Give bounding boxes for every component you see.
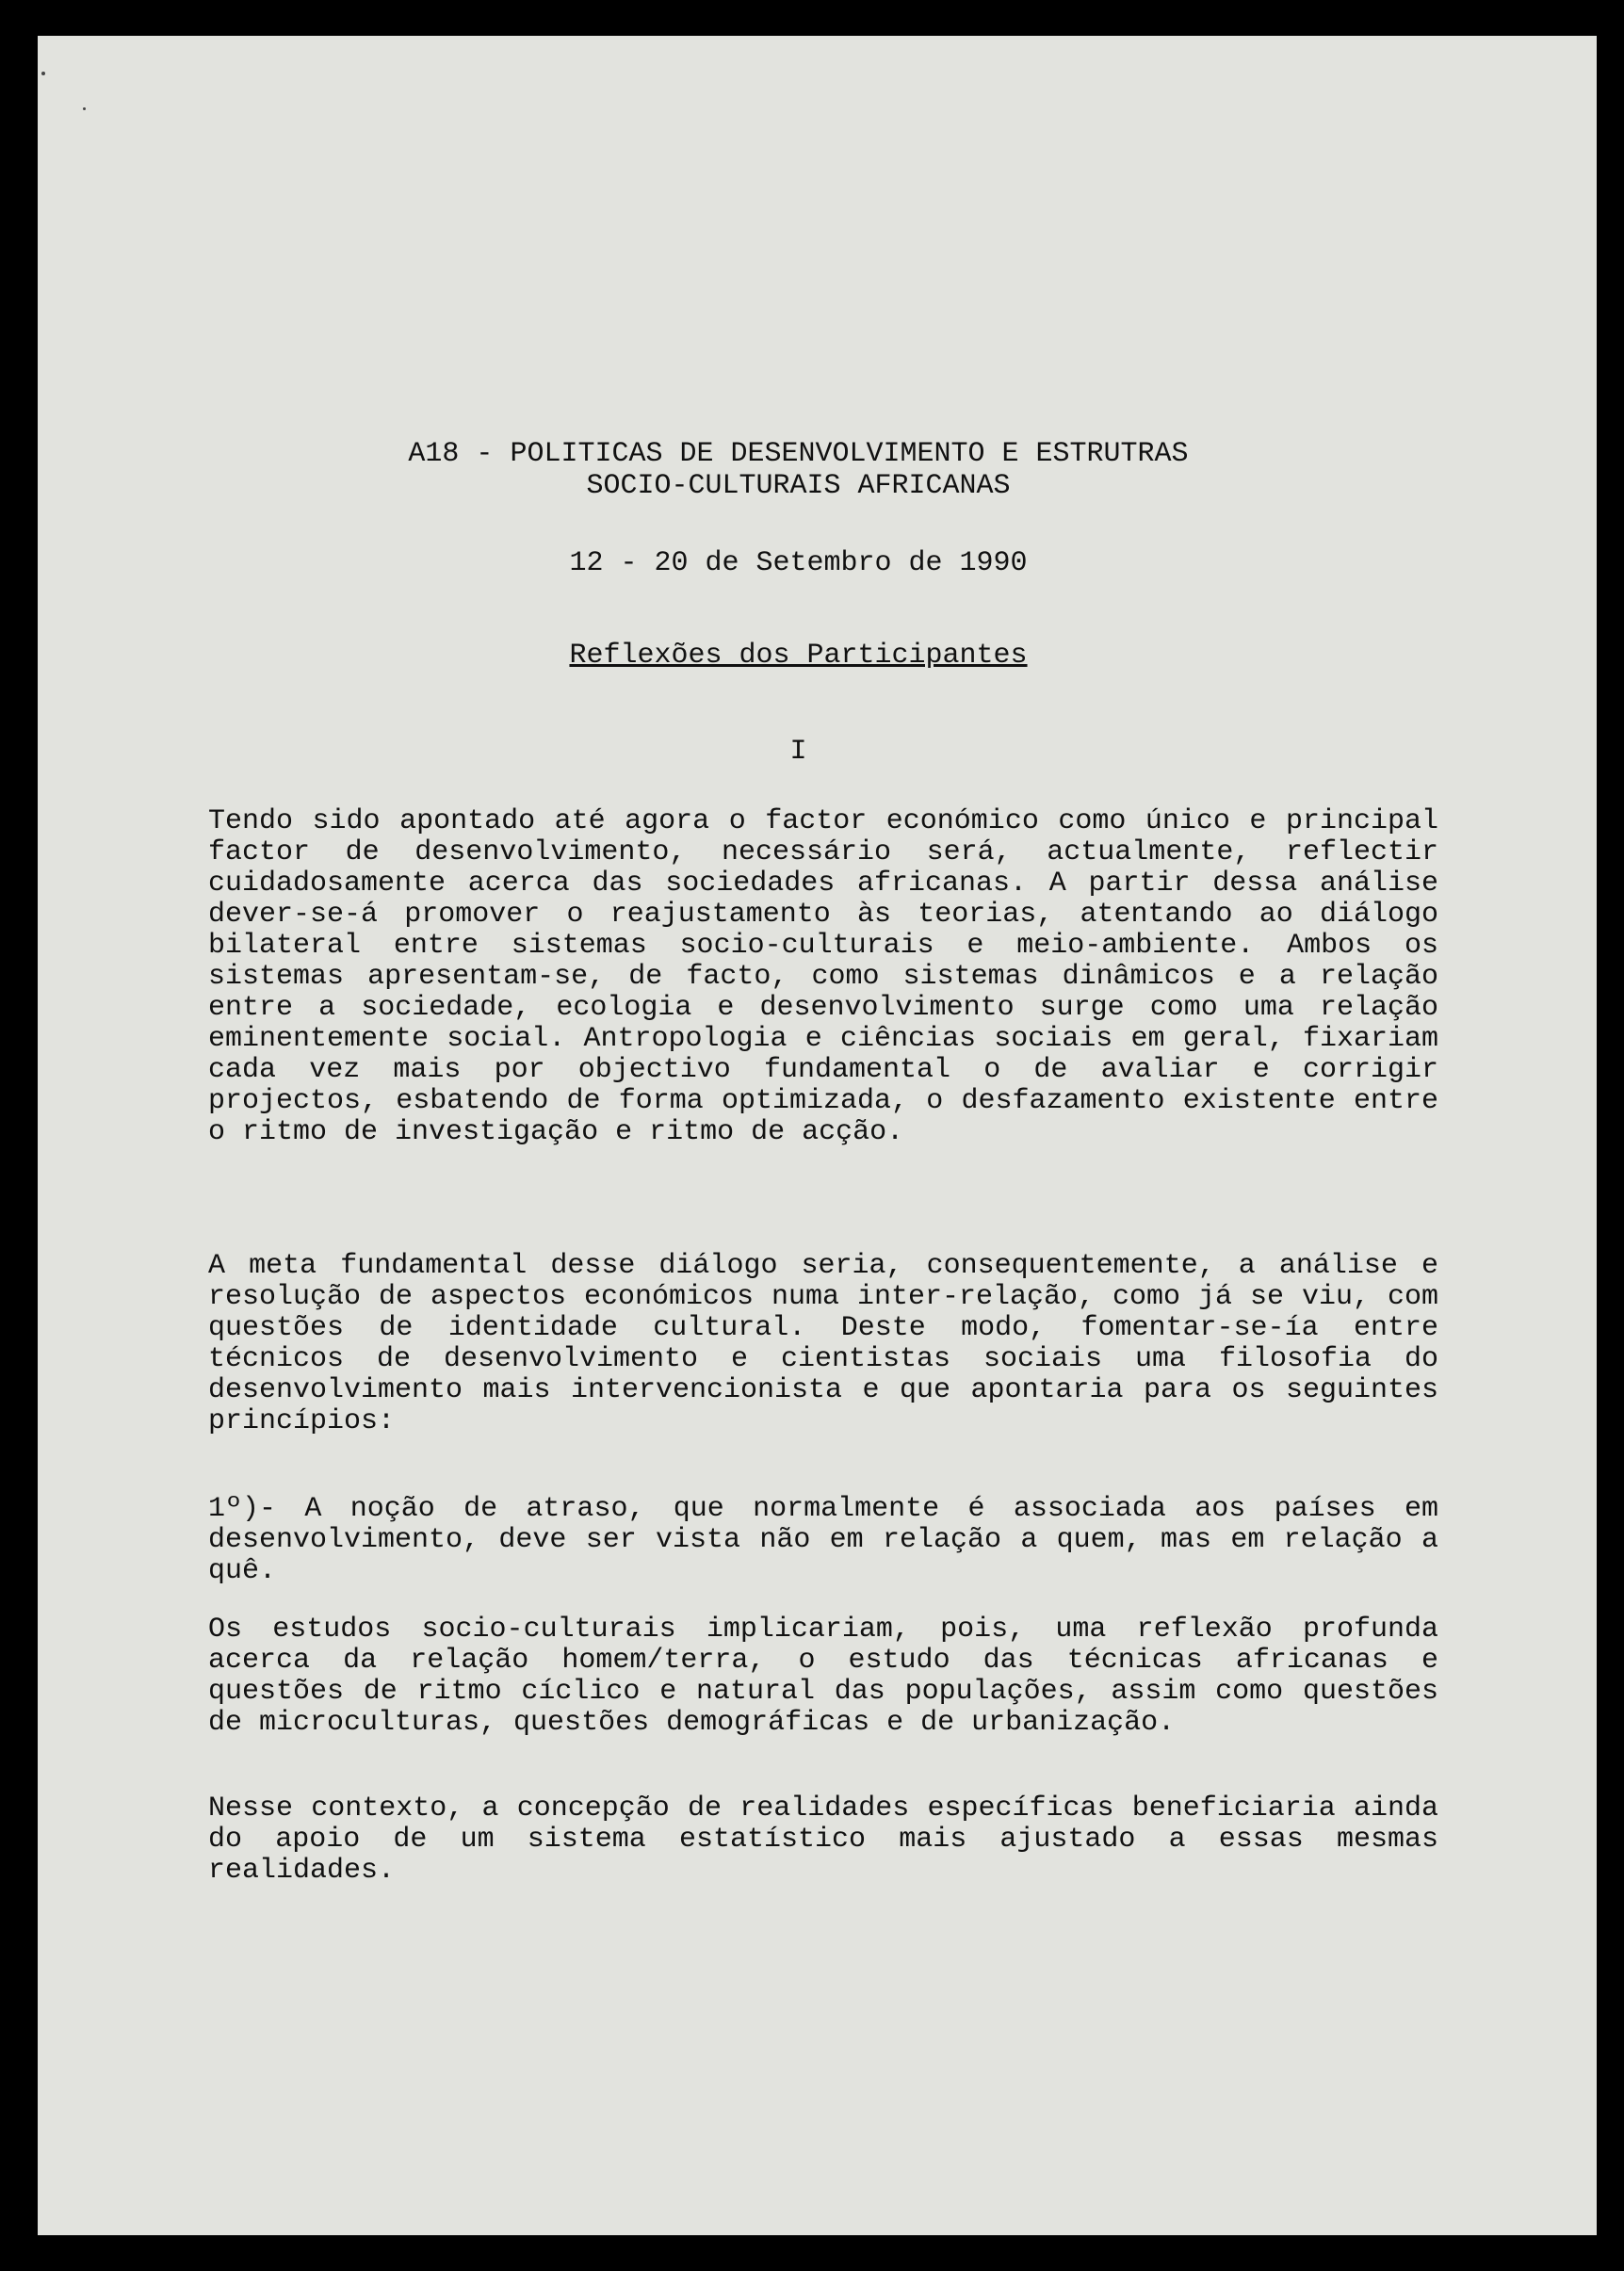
document-page — [38, 36, 1597, 2235]
paragraph-5: Nesse contexto, a concepção de realidades específicas beneficiaria ainda do apoio de um sistema estatístico mais ajustado a essas mesmas realidades. — [208, 1792, 1438, 1887]
scan-speck — [83, 107, 86, 110]
section-number: I — [789, 736, 807, 768]
paragraph-2: A meta fundamental desse diálogo seria, consequentemente, a análise e resolução de aspectos económicos numa inter-relação, como já se viu, com questões de identidade cultural. Deste modo, fomentar-se-ía entre técnicos de desenvolvimento e cientistas sociais uma filosofia do desenvolvimento mais intervencionista e que apontaria para os seguintes princípios: — [208, 1250, 1438, 1437]
scan-speck — [41, 72, 45, 75]
paragraph-3: 1º)- A noção de atraso, que normalmente é associada aos países em desenvolvimento, deve ser vista não em relação a quem, mas em relação a quê. — [208, 1493, 1438, 1587]
document-title-line-1: A18 - POLITICAS DE DESENVOLVIMENTO E ESTRUTRAS — [408, 438, 1189, 470]
document-subtitle: Reflexões dos Participantes — [569, 640, 1028, 672]
paragraph-4: Os estudos socio-culturais implicariam, pois, uma reflexão profunda acerca da relação homem/terra, o estudo das técnicas africanas e questões de ritmo cíclico e natural das populações, assim como questões de microculturas, questões demográficas e de urbanização. — [208, 1614, 1438, 1739]
document-title-line-2: SOCIO-CULTURAIS AFRICANAS — [586, 470, 1011, 502]
document-date: 12 - 20 de Setembro de 1990 — [569, 547, 1028, 579]
paragraph-1: Tendo sido apontado até agora o factor económico como único e principal factor de desenvolvimento, necessário será, actualmente, reflectir cuidadosamente acerca das sociedades africanas. A partir dessa análise dever-se-á promover o reajustamento às teorias, atentando ao diálogo bilateral entre sistemas socio-culturais e meio-ambiente. Ambos os sistemas apresentam-se, de facto, como sistemas dinâmicos e a relação entre a sociedade, ecologia e desenvolvimento surge como uma relação eminentemente social. Antropologia e ciências sociais em geral, fixariam cada vez mais por objectivo fundamental o de avaliar e corrigir projectos, esbatendo de forma optimizada, o desfazamento existente entre o ritmo de investigação e ritmo de acção. — [208, 805, 1438, 1148]
